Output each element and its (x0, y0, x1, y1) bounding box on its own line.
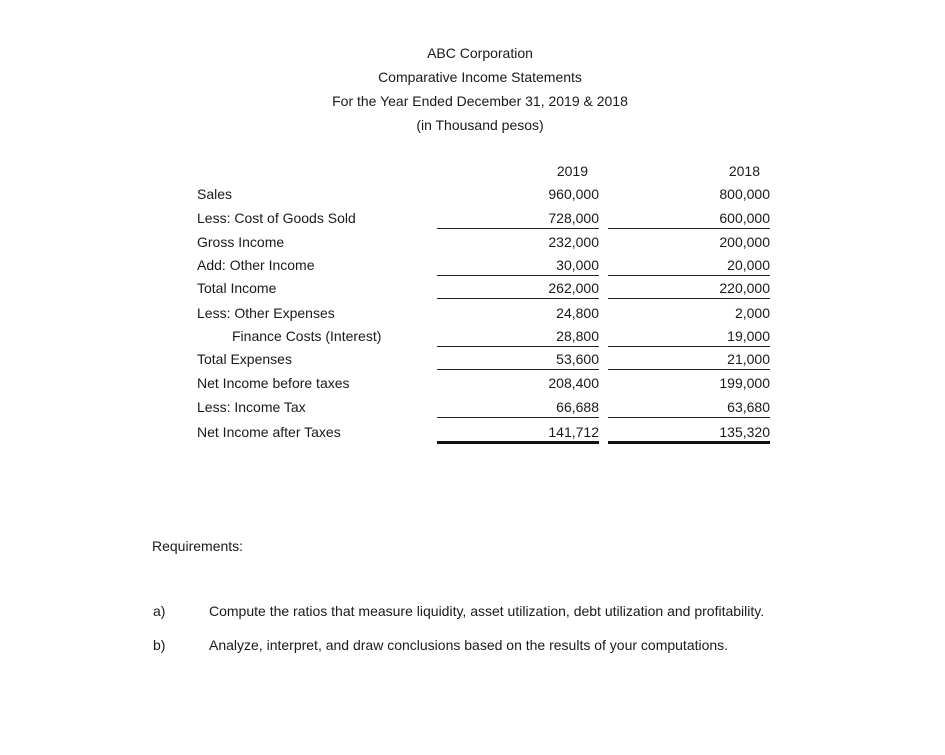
row-label: Total Income (197, 280, 277, 296)
statement-title: Comparative Income Statements (378, 69, 582, 85)
value-2019: 66,688 (556, 399, 599, 415)
underline-rule (437, 346, 599, 347)
row-label: Sales (197, 186, 233, 202)
statement-unit: (in Thousand pesos) (416, 117, 544, 133)
value-2018: 600,000 (719, 210, 770, 226)
value-2018: 21,000 (727, 351, 770, 367)
table-row (0, 234, 945, 258)
underline-rule (608, 298, 770, 299)
value-2019: 960,000 (548, 186, 599, 202)
double-underline-rule (437, 441, 599, 444)
value-2019: 30,000 (556, 257, 599, 273)
value-2018: 199,000 (719, 375, 770, 391)
column-header-2018: 2018 (728, 163, 760, 179)
value-2018: 19,000 (727, 328, 770, 344)
statement-period: For the Year Ended December 31, 2019 & 2018 (332, 93, 628, 109)
requirement-letter: b) (153, 637, 166, 653)
requirement-text: Analyze, interpret, and draw conclusions based on the results of your computations. (209, 637, 729, 653)
column-header-2019: 2019 (556, 163, 588, 179)
value-2018: 20,000 (727, 257, 770, 273)
value-2019: 232,000 (548, 234, 599, 250)
underline-rule (608, 228, 770, 229)
company-name: ABC Corporation (427, 45, 533, 61)
table-row (0, 257, 945, 281)
row-label: Add: Other Income (197, 257, 315, 273)
row-label: Total Expenses (197, 351, 292, 367)
value-2019: 728,000 (548, 210, 599, 226)
underline-rule (437, 275, 599, 276)
underline-rule (437, 369, 599, 370)
underline-rule (608, 275, 770, 276)
table-row (0, 351, 945, 375)
underline-rule (608, 417, 770, 418)
value-2018: 135,320 (719, 424, 770, 440)
underline-rule (437, 298, 599, 299)
value-2019: 24,800 (556, 305, 599, 321)
underline-rule (608, 369, 770, 370)
row-label: Less: Cost of Goods Sold (197, 210, 356, 226)
value-2019: 208,400 (548, 375, 599, 391)
value-2018: 200,000 (719, 234, 770, 250)
table-row (0, 186, 945, 210)
row-label: Net Income before taxes (197, 375, 350, 391)
double-underline-rule (608, 441, 770, 444)
underline-rule (608, 346, 770, 347)
row-label: Less: Income Tax (197, 399, 306, 415)
value-2019: 53,600 (556, 351, 599, 367)
value-2018: 800,000 (719, 186, 770, 202)
table-row (0, 375, 945, 399)
table-row (0, 328, 945, 352)
table-row (0, 280, 945, 304)
value-2019: 28,800 (556, 328, 599, 344)
row-label: Gross Income (197, 234, 285, 250)
table-row (0, 424, 945, 448)
value-2019: 141,712 (548, 424, 599, 440)
requirement-letter: a) (153, 603, 166, 619)
value-2018: 220,000 (719, 280, 770, 296)
row-label: Net Income after Taxes (197, 424, 341, 440)
table-row (0, 305, 945, 329)
requirements-title: Requirements: (152, 538, 244, 554)
value-2018: 63,680 (727, 399, 770, 415)
row-label: Less: Other Expenses (197, 305, 335, 321)
value-2018: 2,000 (734, 305, 770, 321)
underline-rule (437, 417, 599, 418)
underline-rule (437, 228, 599, 229)
table-row (0, 210, 945, 234)
requirement-text: Compute the ratios that measure liquidity, asset utilization, debt utilization and profitability. (209, 603, 765, 619)
row-label: Finance Costs (Interest) (232, 328, 382, 344)
table-row (0, 399, 945, 423)
value-2019: 262,000 (548, 280, 599, 296)
